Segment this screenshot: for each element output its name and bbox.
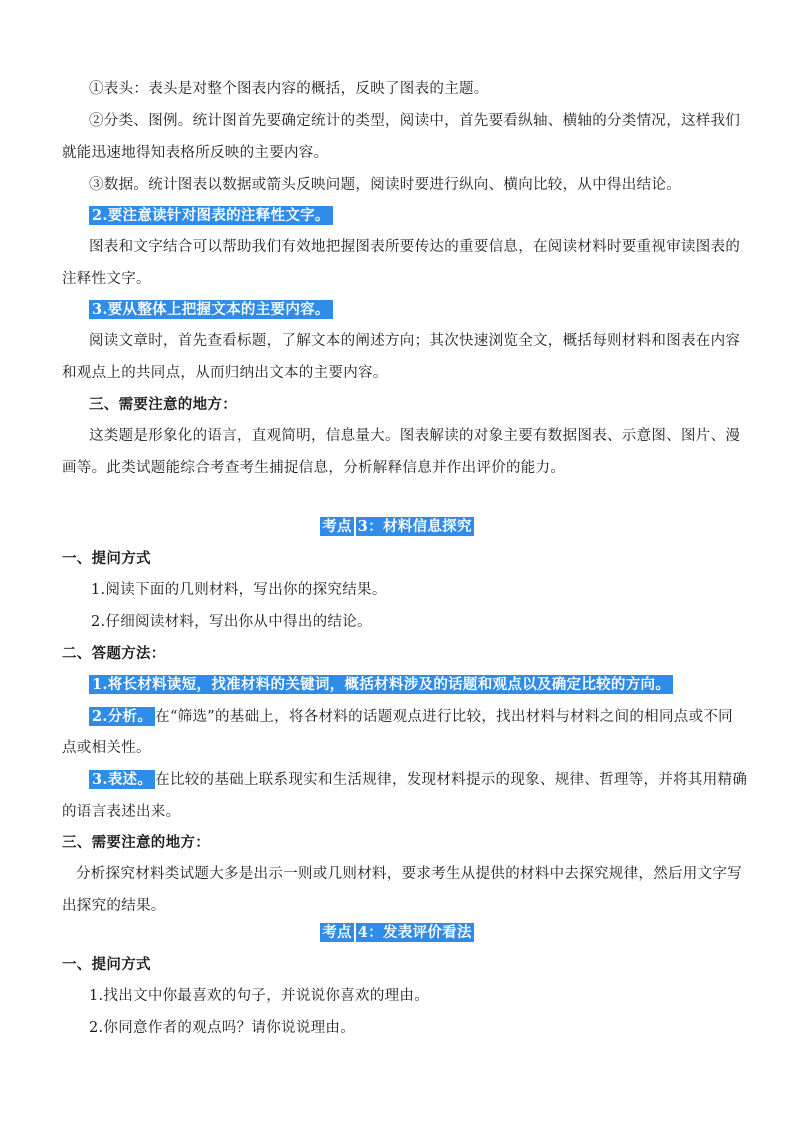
method-item-2: 2.分析。 在“筛选”的基础上，将各材料的话题观点进行比较，找出材料与材料之间的相同点或不同 — [89, 707, 733, 727]
paragraph-notes-3-line1: 分析探究材料类试题大多是出示一则或几则材料，要求考生从提供的材料中去探究规律，然后用文字写 — [76, 866, 742, 882]
heading-main-content — [89, 300, 333, 320]
question-item-2: 2.仔细阅读材料，写出你从中得出的结论。 — [91, 614, 372, 630]
section-title-4: 考点 4：发表评价看法 — [322, 924, 472, 941]
heading-answer-method: 二、答题方法： — [62, 645, 166, 662]
method-item-3-cont: 的语言表述出来。 — [62, 804, 181, 820]
paragraph-notes-3-line2: 出探究的结果。 — [62, 898, 166, 914]
heading-notes-3: 三、需要注意的地方： — [62, 834, 210, 851]
highlight-analysis-label: 2.分析。 — [89, 707, 155, 726]
highlight-method-1: 1.将长材料读短，找准材料的关键词，概括材料涉及的话题和观点以及确定比较的方向。 — [89, 675, 673, 694]
section-title-3: 考点 3：材料信息探究 — [322, 518, 472, 535]
highlight-expression-label: 3.表述。 — [89, 770, 155, 789]
paragraph-annotation-line2: 注释性文字。 — [62, 271, 151, 287]
highlight-annotation-heading: 2.要注意读针对图表的注释性文字。 — [89, 206, 333, 225]
heading-annotation-text — [89, 206, 333, 226]
paragraph-notes-line2: 画等。此类试题能综合考查考生捕捉信息，分析解释信息并作出评价的能力。 — [62, 460, 566, 476]
question-item-1: 1.阅读下面的几则材料，写出你的探究结果。 — [91, 582, 387, 598]
paragraph-annotation-line1: 图表和文字结合可以帮助我们有效地把握图表所要传达的重要信息，在阅读材料时要重视审读图表的 — [89, 239, 741, 255]
heading-question-style: 一、提问方式 — [62, 550, 151, 567]
highlight-main-content-heading: 3.要从整体上把握文本的主要内容。 — [89, 300, 333, 319]
question-item-4-2: 2.你同意作者的观点吗？请你说说理由。 — [89, 1020, 356, 1036]
paragraph-main-content-line1: 阅读文章时，首先查看标题，了解文本的阐述方向；其次快速浏览全文，概括每则材料和图表在内容 — [89, 333, 741, 349]
paragraph-table-header: ①表头：表头是对整个图表内容的概括，反映了图表的主题。 — [89, 81, 489, 97]
heading-question-style-4: 一、提问方式 — [62, 956, 151, 973]
method-item-1 — [89, 675, 673, 695]
paragraph-notes-line1: 这类题是形象化的语言，直观简明，信息量大。图表解读的对象主要有数据图表、示意图、图片、漫 — [89, 428, 741, 444]
paragraph-category-line2: 就能迅速地得知表格所反映的主要内容。 — [62, 145, 329, 161]
method-item-2-cont: 点或相关性。 — [62, 740, 151, 756]
paragraph-main-content-line2: 和观点上的共同点，从而归纳出文本的主要内容。 — [62, 365, 388, 381]
heading-notes: 三、需要注意的地方： — [89, 396, 237, 413]
method-item-3: 3.表述。 在比较的基础上联系现实和生活规律，发现材料提示的现象、规律、哲理等，并将其用精确 — [89, 770, 747, 790]
question-item-4-1: 1.找出文中你最喜欢的句子，并说说你喜欢的理由。 — [89, 988, 430, 1004]
paragraph-category-line1: ②分类、图例。统计图首先要确定统计的类型，阅读中，首先要看纵轴、横轴的分类情况，这样我们 — [89, 113, 741, 129]
paragraph-data: ③数据。统计图表以数据或箭头反映问题，阅读时要进行纵向、横向比较，从中得出结论。 — [89, 177, 681, 193]
